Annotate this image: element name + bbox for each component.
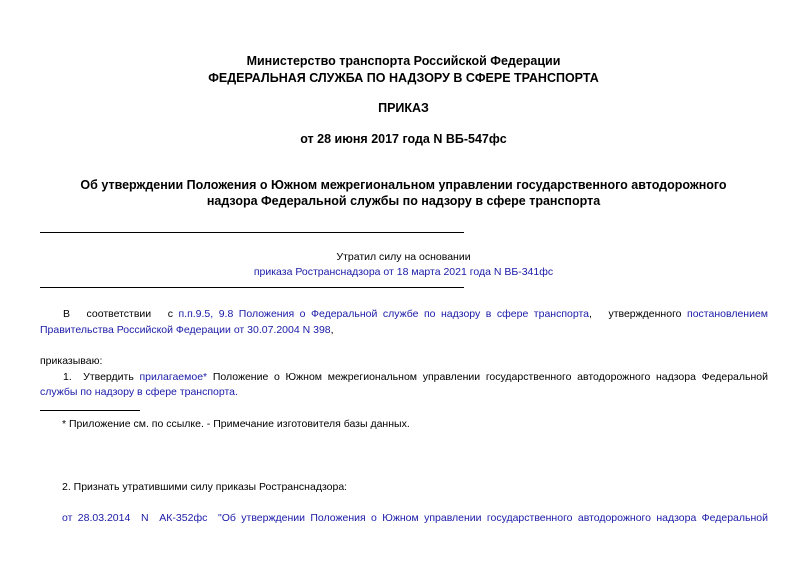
preamble-line1 [40, 307, 768, 321]
document-date-number: от 28 июня 2017 года N ВБ-547фс [300, 132, 507, 146]
regulation-link[interactable]: п.п.9.5, 9.8 Положения о Федеральной службе по надзору в сфере транспорта [178, 308, 589, 320]
item2-text: 2. Признать утратившими силу приказы Ространснадзора: [62, 481, 348, 493]
item1-line1 [40, 370, 768, 384]
order-word: приказываю: [40, 355, 103, 367]
footnote-divider [40, 410, 140, 411]
item1-text-b: Положение о Южном межрегиональном управлении государственного автодорожного надзора Федеральной [207, 371, 768, 383]
divider-top [40, 232, 464, 233]
appendix-link[interactable]: прилагаемое* [139, 371, 208, 383]
document-type: ПРИКАЗ [378, 101, 429, 115]
document-title-line2: надзора Федеральной службы по надзору в сфере транспорта [206, 194, 601, 208]
repeal-order-link[interactable]: приказа Ространснадзора от 18 марта 2021 года N ВБ-341фс [253, 266, 554, 278]
preamble-line2 [40, 323, 334, 337]
footnote-text: * Приложение см. по ссылке. - Примечание изготовителя базы данных. [62, 418, 410, 430]
item1-text-a: 1. Утвердить [63, 371, 140, 383]
preamble-text-a: В соответствии с [63, 308, 179, 320]
ministry-name: Министерство транспорта Российской Федерации [246, 54, 561, 68]
preamble-text-b: , утвержденного [589, 308, 688, 320]
resolution-link[interactable]: постановлением [687, 308, 769, 320]
government-resolution-link[interactable]: Правительства Российской Федерации от 30.07.2004 N 398 [40, 324, 331, 336]
item1-line2: службы по надзору в сфере транспорта. [40, 386, 238, 398]
preamble-text-c: , [330, 324, 334, 336]
service-name: ФЕДЕРАЛЬНАЯ СЛУЖБА ПО НАДЗОРУ В СФЕРЕ ТРАНСПОРТА [208, 71, 599, 85]
repealed-order-link[interactable]: от 28.03.2014 N АК-352фс "Об утверждении Положения о Южном управлении государственного автодорожного надзора Федеральной [62, 512, 768, 524]
divider-bottom [40, 287, 464, 288]
status-line: Утратил силу на основании [336, 251, 471, 263]
document-title-line1: Об утверждении Положения о Южном межрегиональном управлении государственного автодорожного [80, 178, 727, 192]
